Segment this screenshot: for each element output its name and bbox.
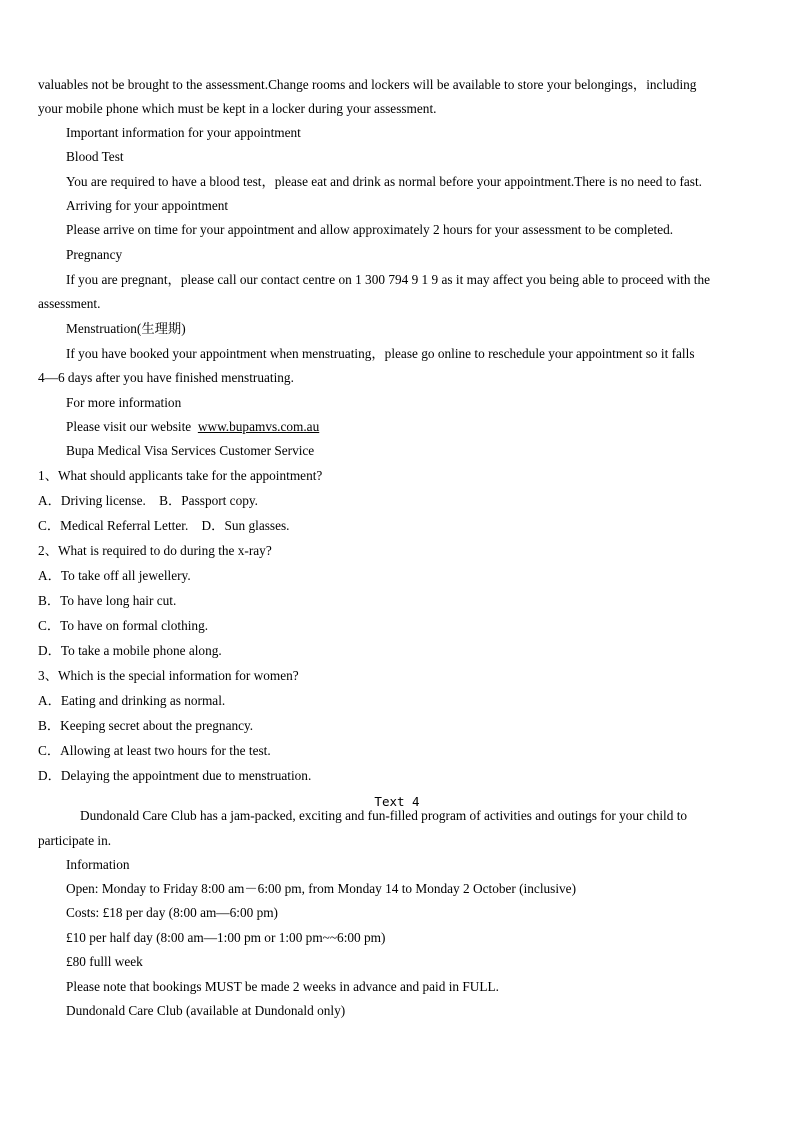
heading-menstruation: Menstruation(生理期): [66, 321, 186, 336]
paragraph-line: You are required to have a blood test，please eat and drink as normal before your appointment.There is no need to fast.: [66, 174, 702, 189]
question-1-options: C．Medical Referral Letter. D．Sun glasses.: [38, 518, 290, 533]
question-2-option-d: D．To take a mobile phone along.: [38, 643, 222, 658]
question-2-option-a: A．To take off all jewellery.: [38, 568, 191, 583]
website-line: [66, 418, 319, 436]
paragraph-line: participate in.: [38, 833, 112, 848]
paragraph-line: Dundonald Care Club has a jam-packed, exciting and fun-filled program of activities and outings for your child to: [80, 808, 688, 823]
paragraph-line: assessment.: [38, 296, 101, 311]
paragraph-line: your mobile phone which must be kept in a locker during your assessment.: [38, 101, 437, 116]
cost-half-day: £10 per half day (8:00 am—1:00 pm or 1:00 pm~~6:00 pm): [66, 930, 386, 945]
heading-information: Information: [66, 857, 130, 872]
question-2-stem: 2、What is required to do during the x-ray?: [38, 543, 272, 558]
heading-blood-test: Blood Test: [66, 149, 124, 164]
cost-full-week: £80 fulll week: [66, 954, 143, 969]
heading-arriving: Arriving for your appointment: [66, 198, 229, 213]
question-1-options: A．Driving license. B．Passport copy.: [38, 493, 258, 508]
website-link[interactable]: www.bupamvs.com.au: [197, 419, 320, 434]
question-2-option-b: B．To have long hair cut.: [38, 593, 177, 608]
heading-important: Important information for your appointment: [66, 125, 301, 140]
paragraph-line: If you are pregnant，please call our contact centre on 1 300 794 9 1 9 as it may affect you being able to proceed with the: [66, 272, 711, 287]
opening-hours: Open: Monday to Friday 8:00 am－6:00 pm, from Monday 14 to Monday 2 October (inclusive): [66, 881, 577, 896]
paragraph-line: valuables not be brought to the assessment.Change rooms and lockers will be available to store your belongings，including: [38, 77, 697, 92]
club-availability: Dundonald Care Club (available at Dundonald only): [66, 1003, 346, 1018]
cost-per-day: Costs: £18 per day (8:00 am—6:00 pm): [66, 905, 278, 920]
question-1-stem: 1、What should applicants take for the appointment?: [38, 468, 323, 483]
booking-note: Please note that bookings MUST be made 2 weeks in advance and paid in FULL.: [66, 979, 499, 994]
section-title-text-4: Text 4: [374, 794, 420, 809]
question-3-option-a: A．Eating and drinking as normal.: [38, 693, 226, 708]
paragraph-line: 4—6 days after you have finished menstruating.: [38, 370, 294, 385]
paragraph-line: Please arrive on time for your appointment and allow approximately 2 hours for your assessment to be completed.: [66, 222, 674, 237]
question-2-option-c: C．To have on formal clothing.: [38, 618, 209, 633]
signature: Bupa Medical Visa Services Customer Service: [66, 443, 315, 458]
question-3-option-d: D．Delaying the appointment due to menstruation.: [38, 768, 312, 783]
heading-pregnancy: Pregnancy: [66, 247, 123, 262]
heading-more-info: For more information: [66, 395, 182, 410]
question-3-stem: 3、Which is the special information for women?: [38, 668, 299, 683]
question-3-option-c: C．Allowing at least two hours for the test.: [38, 743, 271, 758]
question-3-option-b: B．Keeping secret about the pregnancy.: [38, 718, 254, 733]
visit-text: Please visit our website: [66, 419, 192, 434]
paragraph-line: If you have booked your appointment when menstruating，please go online to reschedule your appointment so it falls: [66, 346, 695, 361]
